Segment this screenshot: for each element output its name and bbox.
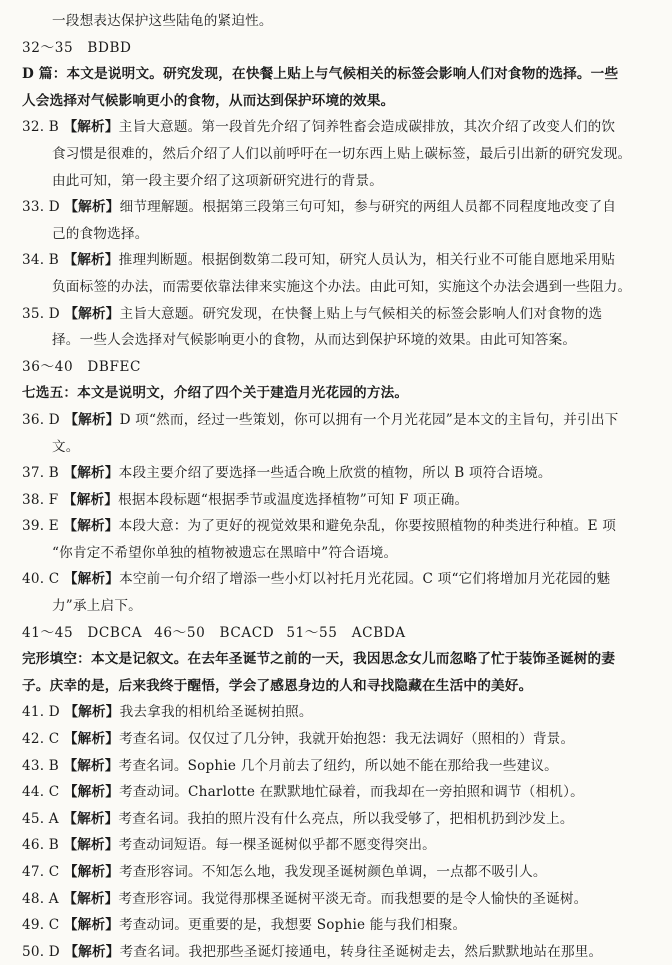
- analysis-tag: 【解析】: [63, 518, 119, 535]
- explanation-32-line2: 食习惯是很难的，然后介绍了人们以前呼吁在一切东西上贴上碳标签，最后引出新的研究发现。: [52, 145, 632, 162]
- analysis-tag: 【解析】: [63, 252, 119, 269]
- explanation-text: 主旨大意题。第一段首先介绍了饲养牲畜会造成碳排放，其次介绍了改变人们的饮: [118, 119, 616, 136]
- explanation-text: 细节理解题。根据第三段第三句可知，参与研究的两组人员都不同程度地改变了自: [119, 199, 617, 216]
- explanation-35-line2: 择。一些人会选择对气候影响更小的食物，从而达到保护环境的效果。由此可知答案。: [52, 332, 577, 349]
- analysis-tag: 【解析】: [64, 943, 120, 960]
- explanation-46: [22, 832, 662, 859]
- explanation-text: 考查动词短语。每一棵圣诞树似乎都不愿变得突出。: [118, 837, 436, 854]
- explanation-text: 考查形容词。不知怎么地，我发现圣诞树颜色单调，一点都不吸引人。: [119, 864, 547, 880]
- explanation-34-line2: 负面标签的办法，而需要依靠法律来实施这个办法。由此可知，实施这个办法会遇到一些阻力。: [52, 278, 632, 295]
- question-number: 32. B: [22, 119, 59, 136]
- explanation-text: 考查动词。Charlotte 在默默地忙碌着，而我却在一旁拍照和调节（相机）。: [119, 784, 584, 801]
- analysis-tag: 【解析】: [63, 119, 119, 136]
- explanation-text: 考查名词。Sophie 几个月前去了纽约，所以她不能在那给我一些建议。: [118, 757, 558, 774]
- explanation-36-line2: 文。: [52, 438, 80, 455]
- answers-41-45: 41～45 DCBCA: [22, 624, 143, 641]
- explanation-32-line1: [22, 114, 662, 141]
- analysis-tag: 【解析】: [63, 810, 119, 827]
- analysis-tag: 【解析】: [63, 731, 120, 748]
- explanation-text: 本空前一句介绍了增添一些小灯以衬托月光花园。C 项“它们将增加月光花园的魅: [119, 571, 611, 588]
- explanation-33-line1: [22, 194, 662, 221]
- explanation-49: [22, 912, 662, 939]
- analysis-tag: 【解析】: [64, 305, 120, 322]
- explanation-34-line1: [22, 247, 662, 274]
- passage-d-summary-line2: 人会选择对气候影响更小的食物，从而达到保护环境的效果。: [22, 92, 395, 109]
- analysis-tag: 【解析】: [63, 837, 119, 854]
- explanation-text: 考查形容词。我觉得那棵圣诞树平淡无奇。而我想要的是令人愉快的圣诞树。: [118, 890, 588, 907]
- question-number: 33. D: [22, 199, 60, 216]
- analysis-tag: 【解析】: [63, 917, 120, 934]
- explanation-44: [22, 779, 662, 806]
- analysis-tag: 【解析】: [63, 465, 119, 482]
- explanation-text: 我去拿我的相机给圣诞树拍照。: [119, 704, 313, 721]
- explanation-45: [22, 806, 662, 833]
- explanation-text: 考查名词。仅仅过了几分钟，我就开始抱怨：我无法调好（照相的）背景。: [119, 731, 575, 748]
- question-number: 36. D: [22, 411, 60, 428]
- analysis-tag: 【解析】: [63, 784, 120, 801]
- explanation-38: [22, 487, 662, 514]
- cloze-summary-line2: 子。庆幸的是，后来我终于醒悟，学会了感恩身边的人和寻找隐藏在生活中的美好。: [22, 677, 533, 694]
- explanation-47: [22, 859, 662, 886]
- passage-d-summary-line1: D 篇：本文是说明文。研究发现，在快餐上贴上与气候相关的标签会影响人们对食物的选择。一些: [22, 66, 619, 83]
- explanation-35-line1: [22, 301, 662, 328]
- explanation-text: 根据本段标题“根据季节或温度选择植物”可知 F 项正确。: [118, 491, 469, 508]
- explanation-text: 主旨大意题。研究发现，在快餐上贴上与气候相关的标签会影响人们对食物的选: [119, 305, 603, 322]
- question-number: 43. B: [22, 757, 59, 774]
- analysis-tag: 【解析】: [64, 199, 120, 216]
- explanation-41: [22, 699, 662, 726]
- analysis-tag: 【解析】: [63, 864, 120, 880]
- answers-36-40: 36～40 DBFEC: [22, 358, 142, 375]
- question-number: 40. C: [22, 571, 60, 588]
- explanation-text: 本段大意：为了更好的视觉效果和避免杂乱，你要按照植物的种类进行种植。E 项: [118, 518, 617, 535]
- question-number: 35. D: [22, 305, 60, 322]
- explanation-39-line1: [22, 513, 662, 540]
- explanation-39-line2: “你肯定不希望你单独的植物被遗忘在黑暗中”符合语境。: [52, 544, 398, 561]
- explanation-37: [22, 460, 662, 487]
- question-number: 34. B: [22, 252, 59, 269]
- explanation-text: 推理判断题。根据倒数第二段可知，研究人员认为，相关行业不可能自愿地采用贴: [118, 252, 616, 269]
- answers-46-50: 46～50 BCACD: [154, 624, 275, 641]
- answers-32-35: 32～35 BDBD: [22, 39, 132, 56]
- cloze-summary-line1: 完形填空：本文是记叙文。在去年圣诞节之前的一天，我因思念女儿而忽略了忙于装饰圣诞树的妻: [22, 651, 616, 668]
- explanations-36-40: [22, 407, 662, 620]
- question-number: 46. B: [22, 837, 59, 854]
- question-number: 39. E: [22, 518, 59, 535]
- explanations-41-50: [22, 699, 662, 965]
- question-number: 41. D: [22, 704, 60, 721]
- answers-41-55: [22, 620, 662, 647]
- analysis-tag: 【解析】: [63, 757, 119, 774]
- explanation-text: 本段主要介绍了要选择一些适合晚上欣赏的植物，所以 B 项符合语境。: [118, 465, 552, 482]
- explanations-32-35: [22, 114, 662, 353]
- explanation-40-line1: [22, 566, 662, 593]
- explanation-42: [22, 726, 662, 753]
- analysis-tag: 【解析】: [62, 491, 119, 508]
- explanation-50: [22, 939, 662, 965]
- seven-choose-five-summary: 七选五：本文是说明文，介绍了四个关于建造月光花园的方法。: [22, 385, 409, 402]
- explanation-32-line3: 由此可知，第一段主要介绍了这项新研究进行的背景。: [52, 172, 384, 189]
- question-number: 44. C: [22, 784, 60, 801]
- analysis-tag: 【解析】: [63, 890, 119, 907]
- explanation-40-line2: 力”承上启下。: [52, 598, 142, 615]
- question-number: 38. F: [22, 491, 59, 508]
- question-number: 42. C: [22, 731, 60, 748]
- analysis-tag: 【解析】: [64, 704, 120, 721]
- question-number: 49. C: [22, 917, 60, 934]
- explanation-33-line2: 己的食物选择。: [52, 225, 149, 242]
- answers-51-55: 51～55 ACBDA: [286, 624, 406, 641]
- question-number: 47. C: [22, 864, 60, 880]
- explanation-text: 考查名词。我把那些圣诞灯接通电，转身往圣诞树走去，然后默默地站在那里。: [119, 943, 603, 960]
- analysis-tag: 【解析】: [63, 571, 120, 588]
- explanation-48: [22, 886, 662, 913]
- explanation-text: D 项“然而，经过一些策划，你可以拥有一个月光花园”是本文的主旨句，并引出下: [119, 411, 619, 428]
- analysis-tag: 【解析】: [64, 411, 120, 428]
- explanation-36-line1: [22, 407, 662, 434]
- explanation-43: [22, 753, 662, 780]
- passage-c-tail: 一段想表达保护这些陆龟的紧迫性。: [52, 13, 273, 29]
- question-number: 37. B: [22, 465, 59, 482]
- explanation-text: 考查名词。我拍的照片没有什么亮点，所以我受够了，把相机扔到沙发上。: [118, 810, 574, 827]
- question-number: 45. A: [22, 810, 59, 827]
- question-number: 48. A: [22, 890, 59, 907]
- explanation-text: 考查动词。更重要的是，我想要 Sophie 能与我们相聚。: [119, 917, 467, 934]
- question-number: 50. D: [22, 943, 60, 960]
